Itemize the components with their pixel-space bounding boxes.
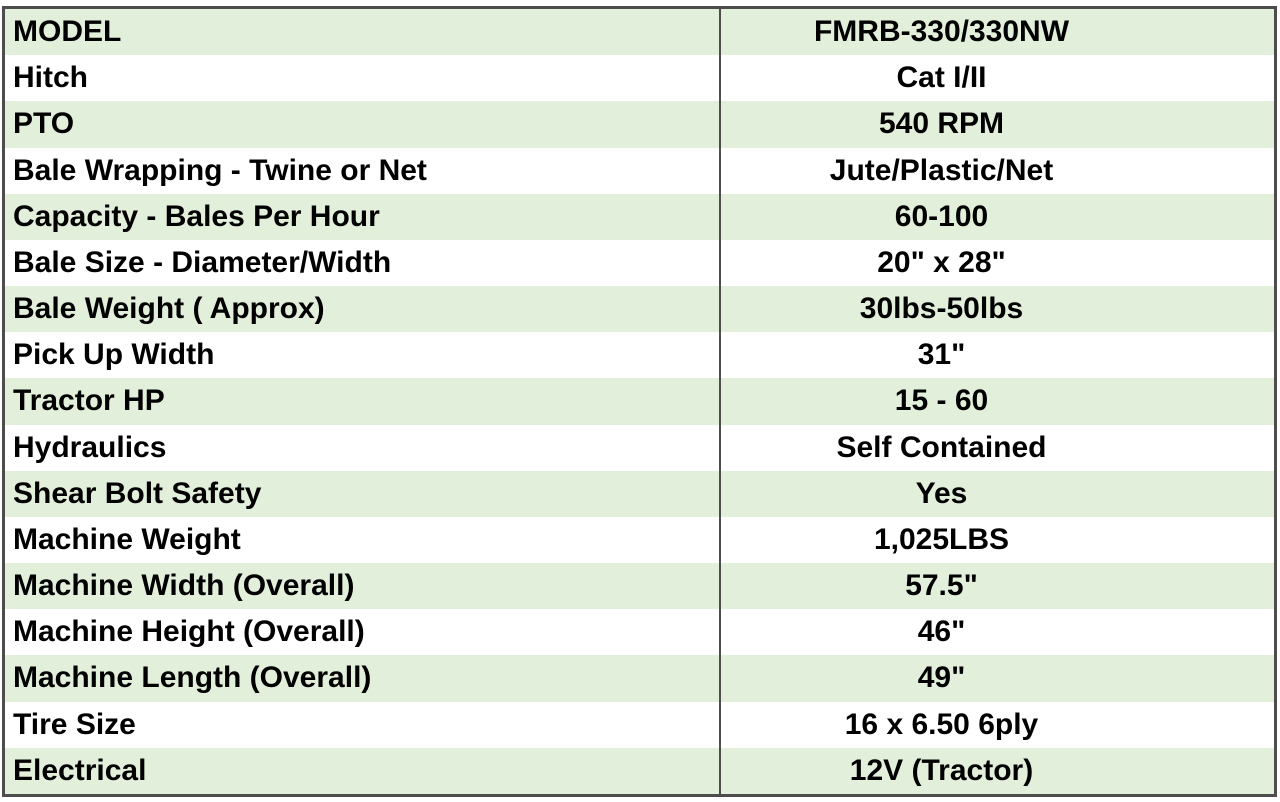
spec-label: MODEL [13, 17, 122, 48]
spec-value: 46" [719, 609, 1274, 655]
spec-label: Bale Size - Diameter/Width [13, 247, 392, 278]
spec-value: 20" x 28" [719, 240, 1274, 286]
table-row [5, 101, 1274, 147]
table-header-row [5, 9, 1274, 55]
spec-value: 30lbs-50lbs [719, 286, 1274, 332]
spec-value: 57.5" [719, 563, 1274, 609]
table-row [5, 286, 1274, 332]
spec-value: 16 x 6.50 6ply [719, 702, 1274, 748]
spec-label: Hydraulics [13, 432, 167, 463]
table-row [5, 378, 1274, 424]
spec-label: Shear Bolt Safety [13, 478, 262, 509]
spec-label: PTO [13, 109, 75, 140]
spec-value: FMRB-330/330NW [719, 9, 1274, 55]
table-row [5, 148, 1274, 194]
spec-label: Tire Size [13, 709, 136, 740]
spec-label: Capacity - Bales Per Hour [13, 201, 380, 232]
table-row [5, 332, 1274, 378]
spec-value: 60-100 [719, 194, 1274, 240]
table-row [5, 563, 1274, 609]
spec-label: Machine Height (Overall) [13, 617, 365, 648]
table-row [5, 471, 1274, 517]
table-row [5, 655, 1274, 701]
table-row [5, 240, 1274, 286]
spec-label: Tractor HP [13, 386, 165, 417]
spec-value: 15 - 60 [719, 378, 1274, 424]
spec-label: Machine Weight [13, 524, 241, 555]
table-row [5, 702, 1274, 748]
spec-value: Jute/Plastic/Net [719, 148, 1274, 194]
table-row [5, 425, 1274, 471]
table-row [5, 517, 1274, 563]
spec-table [2, 6, 1277, 797]
spec-label: Bale Weight ( Approx) [13, 294, 325, 325]
spec-label: Hitch [13, 63, 88, 94]
spec-value: Cat I/II [719, 55, 1274, 101]
spec-value: 49" [719, 655, 1274, 701]
spec-value: Yes [719, 471, 1274, 517]
spec-value: Self Contained [719, 425, 1274, 471]
spec-value: 1,025LBS [719, 517, 1274, 563]
table-row [5, 194, 1274, 240]
table-row [5, 609, 1274, 655]
spec-value: 12V (Tractor) [719, 748, 1274, 794]
table-row [5, 748, 1274, 794]
spec-value: 31" [719, 332, 1274, 378]
spec-label: Pick Up Width [13, 340, 215, 371]
spec-value: 540 RPM [719, 101, 1274, 147]
table-row [5, 55, 1274, 101]
spec-label: Bale Wrapping - Twine or Net [13, 155, 427, 186]
spec-label: Machine Length (Overall) [13, 663, 372, 694]
spec-label: Machine Width (Overall) [13, 571, 355, 602]
spec-label: Electrical [13, 755, 147, 786]
